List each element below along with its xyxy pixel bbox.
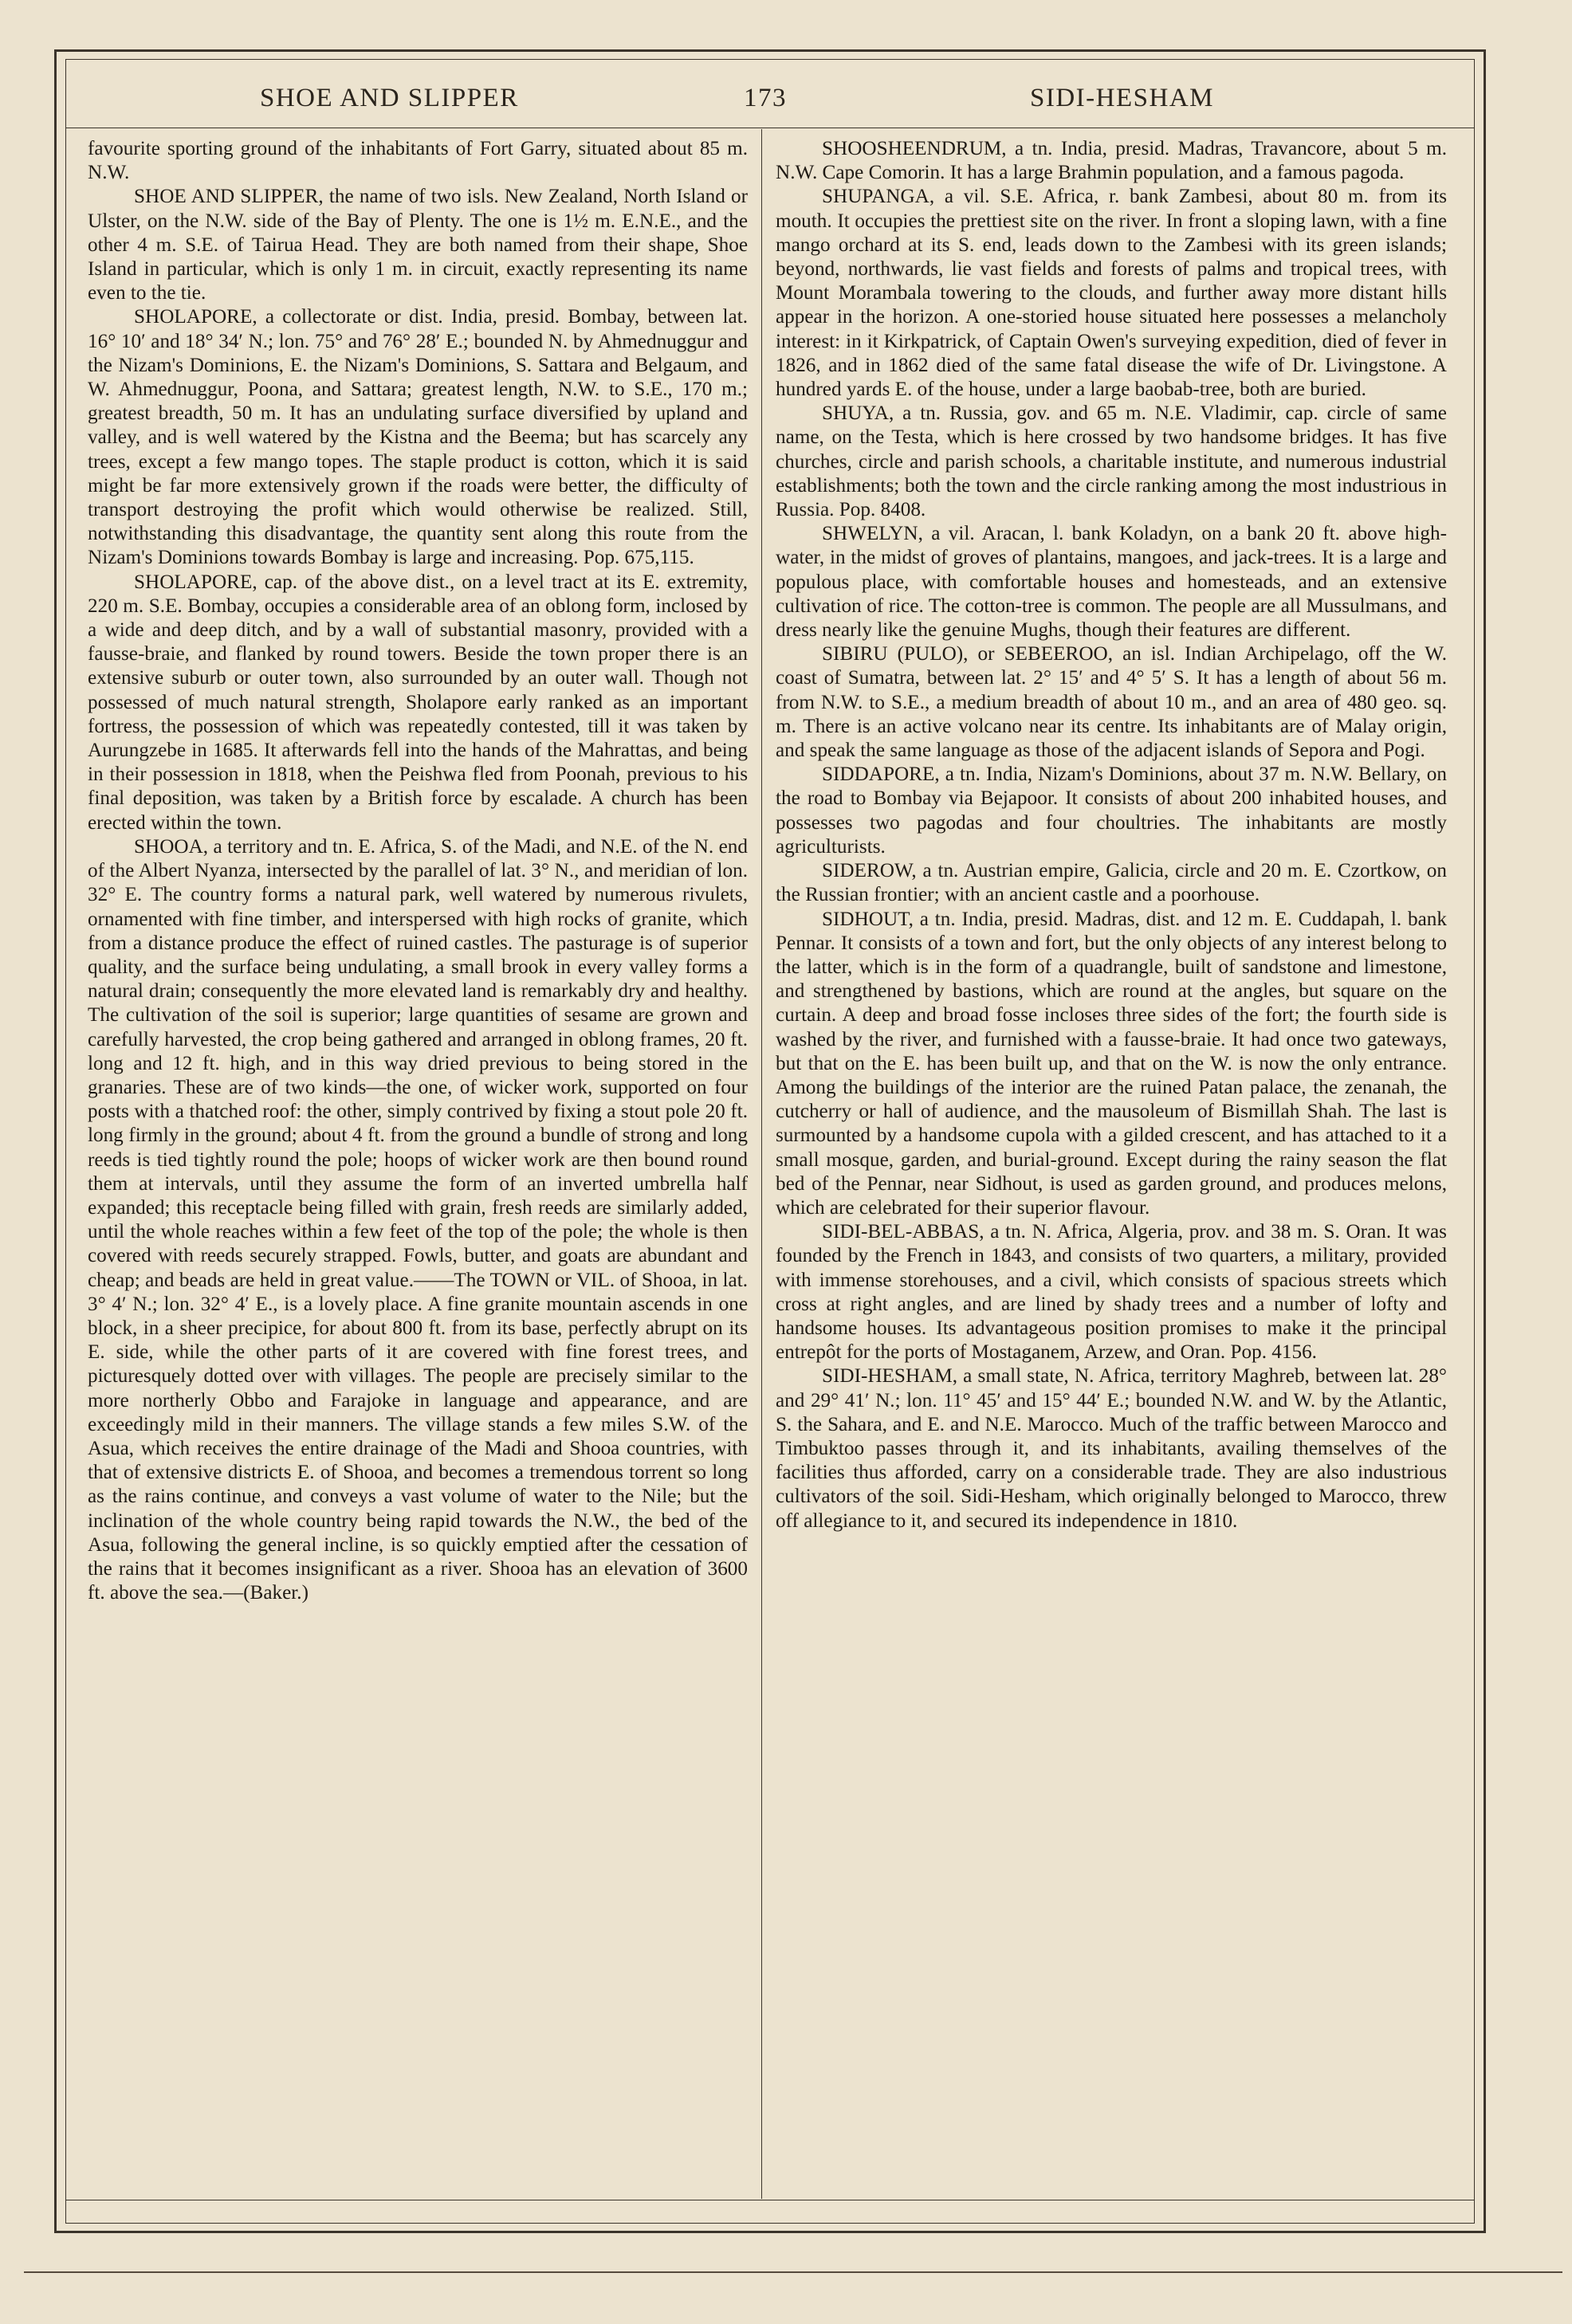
entry-siderow: SIDEROW, a tn. Austrian empire, Galicia, circle and 20 m. E. Czortkow, on the Russian frontier; with an ancient castle and a poorhouse. — [776, 860, 1447, 906]
entry-continuation: favourite sporting ground of the inhabitants of Fort Garry, situated about 85 m. N.W. — [88, 138, 748, 184]
left-column — [88, 137, 748, 2193]
entry-shwelyn: SHWELYN, a vil. Aracan, l. bank Koladyn, on a bank 20 ft. above high-water, in the midst of groves of plantains, mangoes, and jack-trees. It is a large and populous place, with comfortable houses and homesteads, and an extensive cultivation of rice. The cotton-tree is common. The people are all Mussulmans, and dress nearly like the genuine Mughs, though their features are different. — [776, 523, 1447, 642]
header-right-title: SIDI-HESHAM — [1030, 84, 1214, 112]
column-divider — [761, 129, 762, 2199]
entry-sidhout: SIDHOUT, a tn. India, presid. Madras, dist. and 12 m. E. Cuddapah, l. bank Pennar. It consists of a town and fort, but the only objects of any interest belong to the latter, which is in the form of a quadrangle, built of sandstone and limestone, and strengthened by bastions, which are round at the angles, but square on the curtain. A deep and broad fosse incloses three sides of the fort; the fourth side is washed by the river, and furnished with a fausse-braie. It had once two gateways, but that on the E. has been built up, and that on the W. is now the only entrance. Among the buildings of the interior are the ruined Patan palace, the zenanah, the cutcherry or hall of audience, and the mausoleum of Bismillah Shah. The last is surmounted by a handsome cupola with a gilded crescent, and has attached to it a small mosque, garden, and burial-ground. Except during the rainy season the flat bed of the Pennar, near Sidhout, is used as garden ground, and produces melons, which are celebrated for their superior flavour. — [776, 908, 1447, 1219]
running-header — [65, 84, 1475, 120]
page-number: 173 — [744, 84, 787, 112]
entry-sidi-hesham: SIDI-HESHAM, a small state, N. Africa, territory Maghreb, between lat. 28° and 29° 41′ N.; lon. 11° 45′ and 15° 44′ E.; bounded N.W. and W. by the Atlantic, S. the Sahara, and E. and N.E. Marocco. Much of the traffic between Marocco and Timbuktoo passes through it, and its inhabitants, availing themselves of the facilities thus afforded, carry on a considerable trade. They are also industrious cultivators of the soil. Sidi-Hesham, which originally belonged to Marocco, threw off allegiance to it, and secured its independence in 1810. — [776, 1365, 1447, 1532]
entry-shoe-and-slipper: SHOE AND SLIPPER, the name of two isls. New Zealand, North Island or Ulster, on the N.W. side of the Bay of Plenty. The one is 1½ m. E.N.E., and the other 4 m. S.E. of Tairua Head. They are both named from their shape, Shoe Island in particular, which is only 1 m. in circuit, exactly representing its name even to the tie. — [88, 186, 748, 304]
entry-sibiru: SIBIRU (PULO), or SEBEEROO, an isl. Indian Archipelago, off the W. coast of Sumatra, between lat. 2° 15′ and 4° 5′ S. It has a length of about 56 m. from N.W. to S.E., a medium breadth of about 10 m., and an area of 480 geo. sq. m. There is an active volcano near its centre. Its inhabitants are of Malay origin, and speak the same language as those of the adjacent islands of Sepora and Pogi. — [776, 643, 1447, 762]
entry-sholapore-district: SHOLAPORE, a collectorate or dist. India, presid. Bombay, between lat. 16° 10′ and 18° 34′ N.; lon. 75° and 76° 28′ E.; bounded N. by Ahmednuggur and the Nizam's Dominions, E. the Nizam's Dominions, S. Sattara and Belgaum, and W. Ahmednuggur, Poona, and Sattara; greatest length, N.W. to S.E., 170 m.; greatest breadth, 50 m. It has an undulating surface diversified by upland and valley, and is well watered by the Kistna and the Beema; but has scarcely any trees, except a few mango topes. The staple product is cotton, which it is said might be far more extensively grown if the roads were better, the difficulty of transport destroying the profit which would otherwise be realized. Still, notwithstanding this disadvantage, the quantity sent along this route from the Nizam's Dominions towards Bombay is large and increasing. Pop. 675,115. — [88, 306, 748, 569]
entry-shooa: SHOOA, a territory and tn. E. Africa, S. of the Madi, and N.E. of the N. end of the Albert Nyanza, intersected by the parallel of lat. 3° N., and meridian of lon. 32° E. The country forms a natural park, well watered by numerous rivulets, ornamented with fine timber, and interspersed with high rocks of granite, which from a distance produce the effect of ruined castles. The pasturage is of superior quality, and the surface being undulating, a small brook in every valley forms a natural drain; consequently the more elevated land is remarkably dry and healthy. The cultivation of the soil is superior; large quantities of sesame are grown and carefully harvested, the crop being gathered and arranged in oblong frames, 20 ft. long and 12 ft. high, and in this way dried previous to being stored in the granaries. These are of two kinds—the one, of wicker work, supported on four posts with a thatched roof: the other, simply contrived by fixing a stout pole 20 ft. long firmly in the ground; about 4 ft. from the ground a bundle of strong and long reeds is tied tightly round the pole; hoops of wicker work are then bound round them at intervals, until they assume the form of an inverted umbrella half expanded; this receptacle being filled with grain, fresh reeds are similarly added, until the whole reaches within a few feet of the top of the pole; the whole is then covered with reeds securely strapped. Fowls, butter, and goats are abundant and cheap; and beads are held in great value.——The TOWN or VIL. of Shooa, in lat. 3° 4′ N.; lon. 32° 4′ E., is a lovely place. A fine granite mountain ascends in one block, in a sheer precipice, for about 800 ft. from its base, perfectly abrupt on its E. side, while the other parts of it are covered with fine forest trees, and picturesquely dotted over with villages. The people are precisely similar to the more northerly Obbo and Farajoke in language and appearance, and are exceedingly mild in their manners. The village stands a few miles S.W. of the Asua, which receives the entire drainage of the Madi and Shooa countries, with that of extensive districts E. of Shooa, and becomes a tremendous torrent so long as the rains continue, and conveys a vast volume of water to the Nile; but the inclination of the whole country being rapid towards the N.W., the bed of the Asua, following the general incline, is so quickly emptied after the cessation of the rains that it becomes insignificant as a river. Shooa has an elevation of 3600 ft. above the sea.—(Baker.) — [88, 835, 748, 1604]
entry-sidi-bel-abbas: SIDI-BEL-ABBAS, a tn. N. Africa, Algeria, prov. and 38 m. S. Oran. It was founded by the French in 1843, and consists of two quarters, a military, provided with immense storehouses, and a civil, which consists of spacious streets which cross at right angles, and are lined by shady trees and a number of lofty and handsome houses. Its advantageous position promises to make it the principal entrepôt for the ports of Mostaganem, Arzew, and Oran. Pop. 4156. — [776, 1221, 1447, 1364]
entry-siddapore: SIDDAPORE, a tn. India, Nizam's Dominions, about 37 m. N.W. Bellary, on the road to Bombay via Bejapoor. It consists of about 200 inhabited houses, and possesses two pagodas and four choultries. The inhabitants are mostly agriculturists. — [776, 764, 1447, 858]
entry-shupanga: SHUPANGA, a vil. S.E. Africa, r. bank Zambesi, about 80 m. from its mouth. It occupies the prettiest site on the river. In front a sloping lawn, with a fine mango orchard at its S. end, leads down to the Zambesi with its green islands; beyond, northwards, lie vast fields and forests of palms and tropical trees, with Mount Morambala towering to the clouds, and further away more distant hills appear in the horizon. A one-storied house situated here possesses a melancholy interest: in it Kirkpatrick, of Captain Owen's surveying expedition, died of fever in 1826, and in 1862 died of the same fatal disease the wife of Dr. Livingstone. A hundred yards E. of the house, under a large baobab-tree, both are buried. — [776, 186, 1447, 401]
entry-shoosheendrum: SHOOSHEENDRUM, a tn. India, presid. Madras, Travancore, about 5 m. N.W. Cape Comorin. It has a large Brahmin population, and a famous pagoda. — [776, 138, 1447, 184]
entry-sholapore-town: SHOLAPORE, cap. of the above dist., on a level tract at its E. extremity, 220 m. S.E. Bombay, occupies a considerable area of an oblong form, inclosed by a wide and deep ditch, and by a wall of substantial masonry, provided with a fausse-braie, and flanked by round towers. Beside the town proper there is an extensive suburb or outer town, also surrounded by an outer wall. Though not possessed of much natural strength, Sholapore early ranked as an important fortress, the possession of which was repeatedly contested, till it was taken by Aurungzebe in 1685. It afterwards fell into the hands of the Mahrattas, and being in their possession in 1818, when the Peishwa fled from Poonah, previous to his final deposition, was taken by a British force by escalade. A church has been erected within the town. — [88, 571, 748, 834]
page-edge-rule — [24, 2271, 1562, 2273]
entry-shuya: SHUYA, a tn. Russia, gov. and 65 m. N.E. Vladimir, cap. circle of same name, on the Testa, which is here crossed by two handsome bridges. It has five churches, circle and parish schools, a charitable institute, and numerous industrial establishments; both the town and the circle ranking among the most industrious in Russia. Pop. 8408. — [776, 402, 1447, 521]
right-column — [776, 137, 1447, 2193]
header-left-title: SHOE AND SLIPPER — [260, 84, 519, 112]
